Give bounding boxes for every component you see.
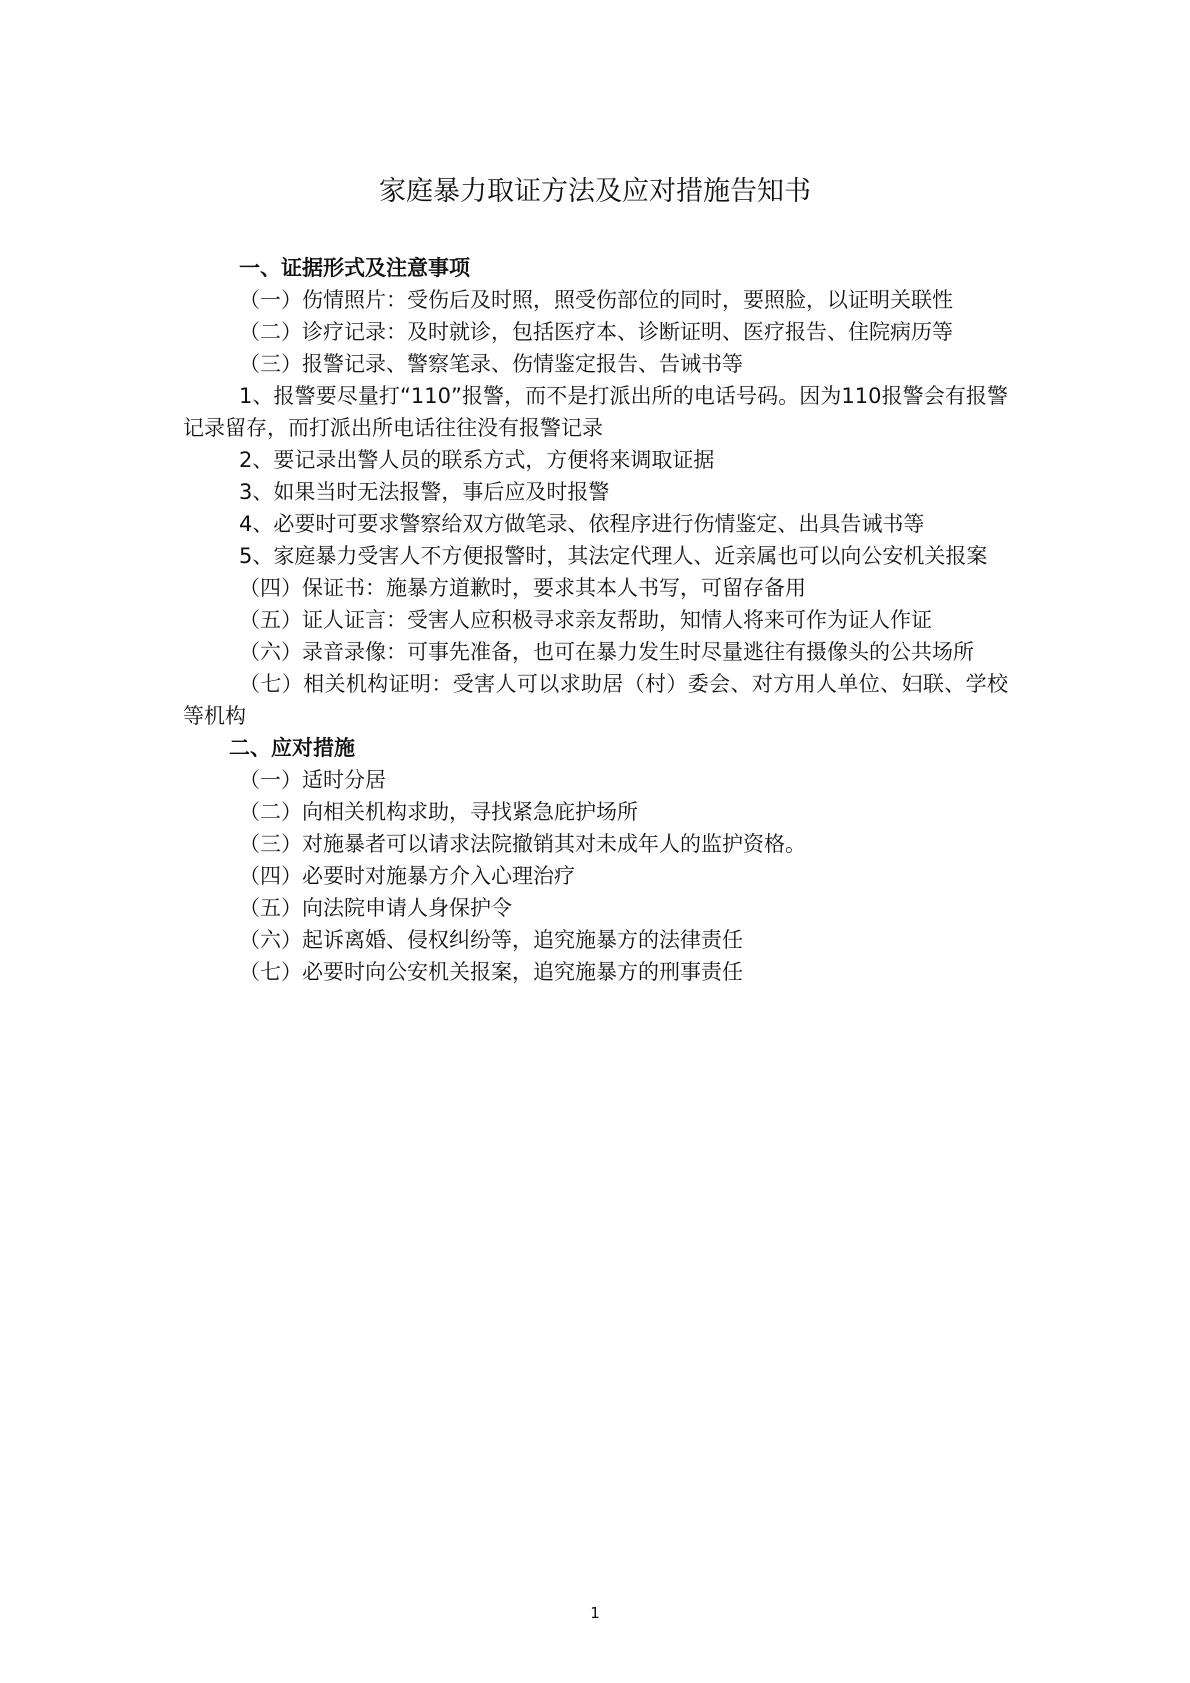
paragraph: 4、必要时可要求警察给双方做笔录、依程序进行伤情鉴定、出具告诫书等 [239,512,925,536]
paragraph: （三）报警记录、警察笔录、伤情鉴定报告、告诫书等 [239,352,743,376]
paragraph: 2、要记录出警人员的联系方式，方便将来调取证据 [239,448,715,472]
document-title: 家庭暴力取证方法及应对措施告知书 [379,176,811,207]
paragraph: （五）证人证言：受害人应积极寻求亲友帮助，知情人将来可作为证人作证 [239,608,932,632]
paragraph: 1、报警要尽量打“110”报警，而不是打派出所的电话号码。因为110报警会有报警记录留存，而打派出所电话往往没有报警记录 [183,384,1008,440]
paragraph: （三）对施暴者可以请求法院撤销其对未成年人的监护资格。 [239,832,806,856]
paragraph: （一）适时分居 [239,768,386,792]
paragraph: （二）向相关机构求助，寻找紧急庇护场所 [239,800,638,824]
section-heading-measures: 二、应对措施 [229,736,355,760]
paragraph: （五）向法院申请人身保护令 [239,896,512,920]
paragraph: （七）相关机构证明：受害人可以求助居（村）委会、对方用人单位、妇联、学校等机构 [183,672,1008,728]
paragraph: 5、家庭暴力受害人不方便报警时，其法定代理人、近亲属也可以向公安机关报案 [239,544,988,568]
paragraph: （四）必要时对施暴方介入心理治疗 [239,864,575,888]
paragraph: （一）伤情照片：受伤后及时照，照受伤部位的同时，要照脸，以证明关联性 [239,288,953,312]
page-number: 1 [590,1604,600,1622]
paragraph: （六）起诉离婚、侵权纠纷等，追究施暴方的法律责任 [239,928,743,952]
paragraph: （四）保证书：施暴方道歉时，要求其本人书写，可留存备用 [239,576,806,600]
document-body [183,252,1008,988]
section-heading-evidence: 一、证据形式及注意事项 [239,256,470,280]
paragraph: 3、如果当时无法报警，事后应及时报警 [239,480,610,504]
paragraph: （二）诊疗记录：及时就诊，包括医疗本、诊断证明、医疗报告、住院病历等 [239,320,953,344]
paragraph: （七）必要时向公安机关报案，追究施暴方的刑事责任 [239,960,743,984]
paragraph: （六）录音录像：可事先准备，也可在暴力发生时尽量逃往有摄像头的公共场所 [239,640,974,664]
